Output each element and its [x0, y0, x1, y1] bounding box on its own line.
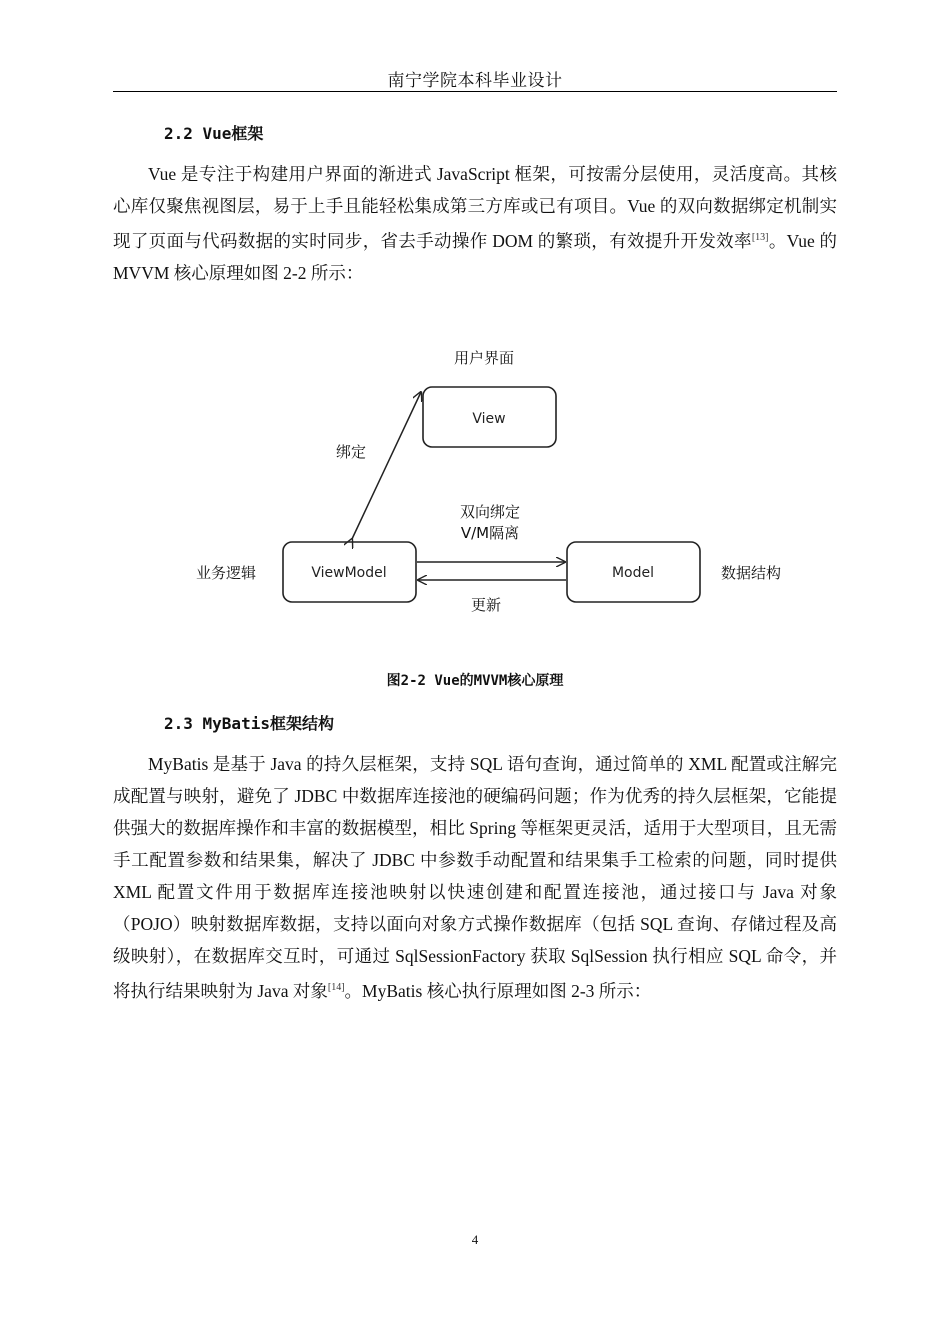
- page-number: 4: [471, 1232, 479, 1247]
- view-box-label: View: [472, 411, 506, 427]
- binding-label: 绑定: [335, 443, 367, 461]
- paragraph-mybatis: [113, 748, 837, 1007]
- model-box-label: Model: [611, 565, 655, 581]
- user-interface-label: 用户界面: [453, 349, 515, 367]
- viewmodel-box-label: ViewModel: [311, 565, 387, 581]
- paragraph-mybatis-text: MyBatis 是基于 Java 的持久层框架，支持 SQL 语句查询，通过简单的 XML 配置或注解完成配置与映射，避免了 JDBC 中数据库连接池的硬编码问题；作为优秀的持久层框架，它能提供强大的数据库操作和丰富的数据模型，相比 Spring 等框架更灵活，适用于大型项目，且无需手工配置参数和结果集，解决了 JDBC 中参数手动配置和结果集手工检索的问题，同时提供 XML 配置文件用于数据库连接池映射以快速创建和配置连接池，通过接口与 Java 对象（POJO）映射数据库数据，支持以面向对象方式操作数据库（包括 SQL 查询、存储过程及高级映射），在数据库交互时，可通过 SqlSessionFactory 获取 SqlSession 执行相应 SQL 命令，并将执行结果映射为 Java 对象: [113, 754, 837, 1001]
- citation-13: [13]: [751, 232, 769, 243]
- paragraph-vue-tail: 。Vue 的 MVVM 核心原理如图 2-2 所示：: [113, 231, 837, 283]
- data-structure-label: 数据结构: [720, 564, 782, 582]
- paragraph-vue-text: Vue 是专注于构建用户界面的渐进式 JavaScript 框架，可按需分层使用，灵活度高。其核心库仅聚焦视图层，易于上手且能轻松集成第三方库或已有项目。Vue 的双向数据绑定机制实现了页面与代码数据的实时同步，省去手动操作 DOM 的繁琐，有效提升开发效率: [113, 164, 837, 251]
- page-header: 南宁学院本科毕业设计: [387, 71, 563, 90]
- mvvm-diagram: [180, 340, 800, 630]
- paragraph-mybatis-tail: 。MyBatis 核心执行原理如图 2-3 所示：: [344, 981, 652, 1001]
- citation-14: [14]: [327, 982, 345, 993]
- binding-arrow: [352, 392, 421, 539]
- business-logic-label: 业务逻辑: [195, 564, 257, 582]
- figure-caption: 图2-2 Vue的MVVM核心原理: [386, 673, 564, 689]
- update-label: 更新: [470, 596, 502, 614]
- section-heading-2-3: 2.3 MyBatis框架结构: [164, 714, 334, 733]
- two-way-label: 双向绑定: [459, 503, 521, 521]
- paragraph-vue: [113, 158, 837, 289]
- header-rule: [113, 91, 837, 92]
- vm-isolation-label: V/M隔离: [460, 524, 520, 542]
- section-heading-2-2: 2.2 Vue框架: [164, 124, 264, 143]
